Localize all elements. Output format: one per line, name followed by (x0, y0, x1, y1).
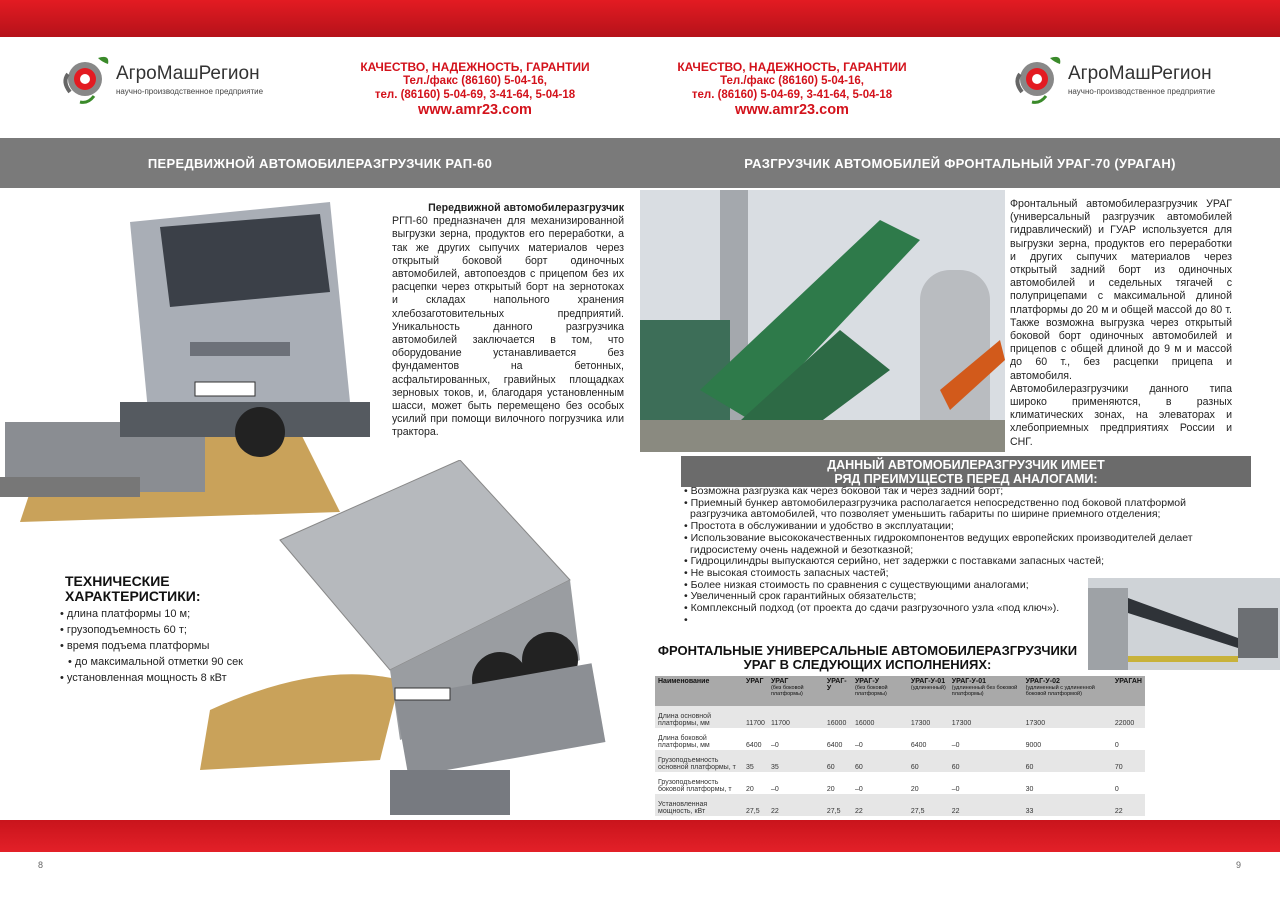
table-cell: 17300 (908, 706, 949, 728)
website-link[interactable]: www.amr23.com (418, 102, 532, 118)
list-item: • время подъема платформы (60, 638, 243, 654)
column-header: УРАГ-У-01 (удлиненный без боковой платформы) (949, 676, 1023, 706)
list-item: • Более низкая стоимость по сравнения с существующими аналогами; (684, 580, 1244, 592)
table-cell: 60 (908, 750, 949, 772)
list-item: • длина платформы 10 м; (60, 606, 243, 622)
list-item: • Приемный бункер автомобилеразгрузчика располагается непосредственно под боковой платформой разгрузчика автомобилей, что позволяет уменьшить габариты по ширине приемного отделения; (684, 498, 1244, 521)
table-cell: 30 (1025, 786, 1034, 793)
table-cell: 20 (826, 786, 835, 793)
table-cell: 35 (743, 750, 768, 772)
table-cell: 16000 (852, 706, 908, 728)
website-link[interactable]: www.amr23.com (735, 102, 849, 118)
logo-name: АгроМашРегион (116, 62, 260, 84)
table-cell: 27,5 (908, 794, 949, 816)
phone-line-2: тел. (86160) 5-04-69, 3-41-64, 5-04-18 (374, 89, 576, 101)
column-header: УРАГ (743, 676, 768, 706)
row-label: Длина основной платформы, мм (655, 706, 743, 728)
table-cell: 20 (746, 786, 754, 793)
table-header-row (655, 676, 1145, 706)
column-header: УРАГ-У-01 (удлиненный) (908, 676, 949, 706)
table-cell: 33 (1023, 794, 1112, 816)
list-item: • Увеличенный срок гарантийных обязательств; (684, 591, 1244, 603)
list-item: • грузоподъемность 60 т; (60, 622, 243, 638)
phone-line-1: Тел./факс (86160) 5-04-16, (720, 75, 864, 87)
phone-line-1: Тел./факс (86160) 5-04-16, (403, 75, 547, 87)
section-title-right: РАЗГРУЗЧИК АВТОМОБИЛЕЙ ФРОНТАЛЬНЫЙ УРАГ-70 (УРАГАН) (640, 138, 1280, 188)
list-item: • Гидроцилиндры выпускаются серийно, нет задержки с поставками запасных частей; (684, 556, 1244, 568)
logo-emblem-icon (1010, 52, 1064, 106)
table-cell: 60 (1023, 750, 1112, 772)
table-cell: –0 (770, 786, 779, 793)
section-title-left: ПЕРЕДВИЖНОЙ АВТОМОБИЛЕРАЗГРУЗЧИК РАП-60 (0, 138, 640, 188)
table-cell: 9000 (1025, 742, 1042, 749)
table-cell: 0 (1114, 742, 1119, 749)
contact-block-right (652, 60, 932, 118)
table-cell: 22000 (1112, 706, 1145, 728)
table-row (655, 794, 1145, 816)
tech-specs-list (60, 606, 243, 686)
table-cell: –0 (854, 786, 863, 793)
column-header: УРАГ-У (без боковой платформы) (852, 676, 908, 706)
table-cell: 17300 (949, 706, 1023, 728)
phone-line-2: тел. (86160) 5-04-69, 3-41-64, 5-04-18 (691, 89, 893, 101)
unloader-small-photo (1088, 578, 1280, 670)
intro-body-right-2: Автомобилеразгрузчики данного типа широко применяются, в разных климатических зонах, на элеваторах и хлебоприемных предприятиях России и СНГ. (1010, 382, 1232, 448)
logo-subtitle: научно-производственное предприятие (116, 86, 264, 96)
table-cell: 22 (852, 794, 908, 816)
slogan: КАЧЕСТВО, НАДЕЖНОСТЬ, ГАРАНТИИ (360, 60, 590, 74)
column-header: УРАГ-У-02 (удлиненный с удлиненной боковой платформой) (1023, 676, 1112, 706)
tech-title: ТЕХНИЧЕСКИЕ ХАРАКТЕРИСТИКИ: (65, 573, 201, 604)
table-row (655, 772, 1145, 794)
column-header: УРАГАН (1112, 676, 1145, 706)
table-cell: 70 (1112, 750, 1145, 772)
table-cell: 11700 (768, 706, 824, 728)
table-cell: 20 (910, 786, 919, 793)
list-item: • Использование высококачественных гидрокомпонентов ведущих европейских производителей делает гидросистему очень надежной и безотказной; (684, 533, 1244, 556)
intro-text-left (392, 202, 624, 440)
table-cell: 6400 (826, 742, 843, 749)
intro-body: РГП-60 предназначен для механизированной выгрузки зерна, продуктов его переработки, а так же других сыпучих материалов через открытый боковой борт одиночных автомобилей, автопоездов с прицепом без их расцепки через открытый борт на зернотоках и складах напольного хранения хлебозаготовительных предприятий. Уникальность данного разгрузчика автомобилей заключается в том, что оборудование устанавливается без фундаментов на бетонных, асфальтированных, гравийных площадках зерновых токов, и, благодаря установленным шасси, может быть перемещено без особых усилий при помощи вилочного погрузчика или трактора. (392, 215, 624, 439)
logo-subtitle: научно-производственное предприятие (1068, 86, 1216, 96)
row-label: Установленная мощность, кВт (655, 794, 743, 816)
table-cell: 22 (768, 794, 824, 816)
table-cell: –0 (951, 742, 960, 749)
table-cell: 17300 (1023, 706, 1112, 728)
intro-heading: Передвижной автомобилеразгрузчик (428, 202, 624, 214)
row-label: Грузоподъемность основной платформы, т (655, 750, 743, 772)
intro-text-right (1010, 198, 1232, 449)
table-cell: –0 (854, 742, 863, 749)
row-label: Длина боковой платформы, мм (658, 735, 710, 749)
table-cell: 16000 (824, 706, 852, 728)
table-row (655, 706, 1145, 728)
list-item: • Не высокая стоимость запасных частей; (684, 568, 1244, 580)
table-row (655, 750, 1145, 772)
unloader-elevator-photo (640, 190, 1005, 452)
table-cell: 27,5 (743, 794, 768, 816)
column-header: УРАГ-У (824, 676, 852, 706)
list-item: • Комплексный подход (от проекта до сдачи разгрузочного узла «под ключ»). (684, 603, 1244, 615)
bottom-red-bar (0, 820, 1280, 852)
table-row (655, 728, 1145, 750)
column-header: Наименование (655, 676, 743, 706)
advantages-heading: ДАННЫЙ АВТОМОБИЛЕРАЗГРУЗЧИК ИМЕЕТ РЯД ПРЕИМУЩЕСТВ ПЕРЕД АНАЛОГАМИ: (681, 456, 1251, 487)
contact-block-left (335, 60, 615, 118)
slogan: КАЧЕСТВО, НАДЕЖНОСТЬ, ГАРАНТИИ (677, 60, 907, 74)
logo-name: АгроМашРегион (1068, 62, 1212, 84)
list-item: • Возможна разгрузка как через боковой так и через задний борт; (684, 486, 1244, 498)
table-cell: 60 (852, 750, 908, 772)
truck-unloading-photo (200, 460, 640, 820)
page-number-left: 8 (38, 860, 44, 870)
table-cell: 6400 (910, 742, 927, 749)
table-cell: 0 (1114, 786, 1119, 793)
table-cell: 22 (1112, 794, 1145, 816)
list-item: • до максимальной отметки 90 сек (60, 654, 243, 670)
table-cell: 35 (768, 750, 824, 772)
column-header: УРАГ (без боковой платформы) (768, 676, 824, 706)
logo-left (58, 52, 263, 106)
table-cell: –0 (951, 786, 960, 793)
table-title: ФРОНТАЛЬНЫЕ УНИВЕРСАЛЬНЫЕ АВТОМОБИЛЕРАЗГРУЗЧИКИ УРАГ В СЛЕДУЮЩИХ ИСПОЛНЕНИЯХ: (657, 643, 1078, 672)
list-item: • установленная мощность 8 кВт (60, 670, 243, 686)
table-cell: 6400 (746, 742, 762, 749)
table-cell: 60 (824, 750, 852, 772)
intro-body-right: Фронтальный автомобилеразгрузчик УРАГ (универсальный разгрузчик автомобилей гидравлический) и ГУАР используется для выгрузки зерна, продуктов его переработки и других сыпучих материалов через открытый задний борт из одиночных автомобилей и седельных тягачей с полуприцепами с максимальной длиной платформы до 20 м и общей массой до 80 т. Также возможна выгрузка через открытый боковой борт одиночных автомобилей и прицепов с общей длиной до 9 м и массой до 60 т., без расцепки прицепа и автомобиля. (1010, 198, 1232, 382)
page-number-right: 9 (1236, 860, 1242, 870)
logo-emblem-icon (58, 52, 112, 106)
table-cell: 11700 (743, 706, 768, 728)
table-cell: 22 (949, 794, 1023, 816)
spec-table (655, 676, 1145, 816)
logo-right (1010, 52, 1215, 106)
table-cell: –0 (770, 742, 779, 749)
table-cell: 27,5 (824, 794, 852, 816)
table-cell: 60 (949, 750, 1023, 772)
row-label: Грузоподъемность боковой платформы, т (658, 779, 732, 793)
top-red-bar (0, 0, 1280, 37)
list-item: • Простота в обслуживании и удобство в эксплуатации; (684, 521, 1244, 533)
